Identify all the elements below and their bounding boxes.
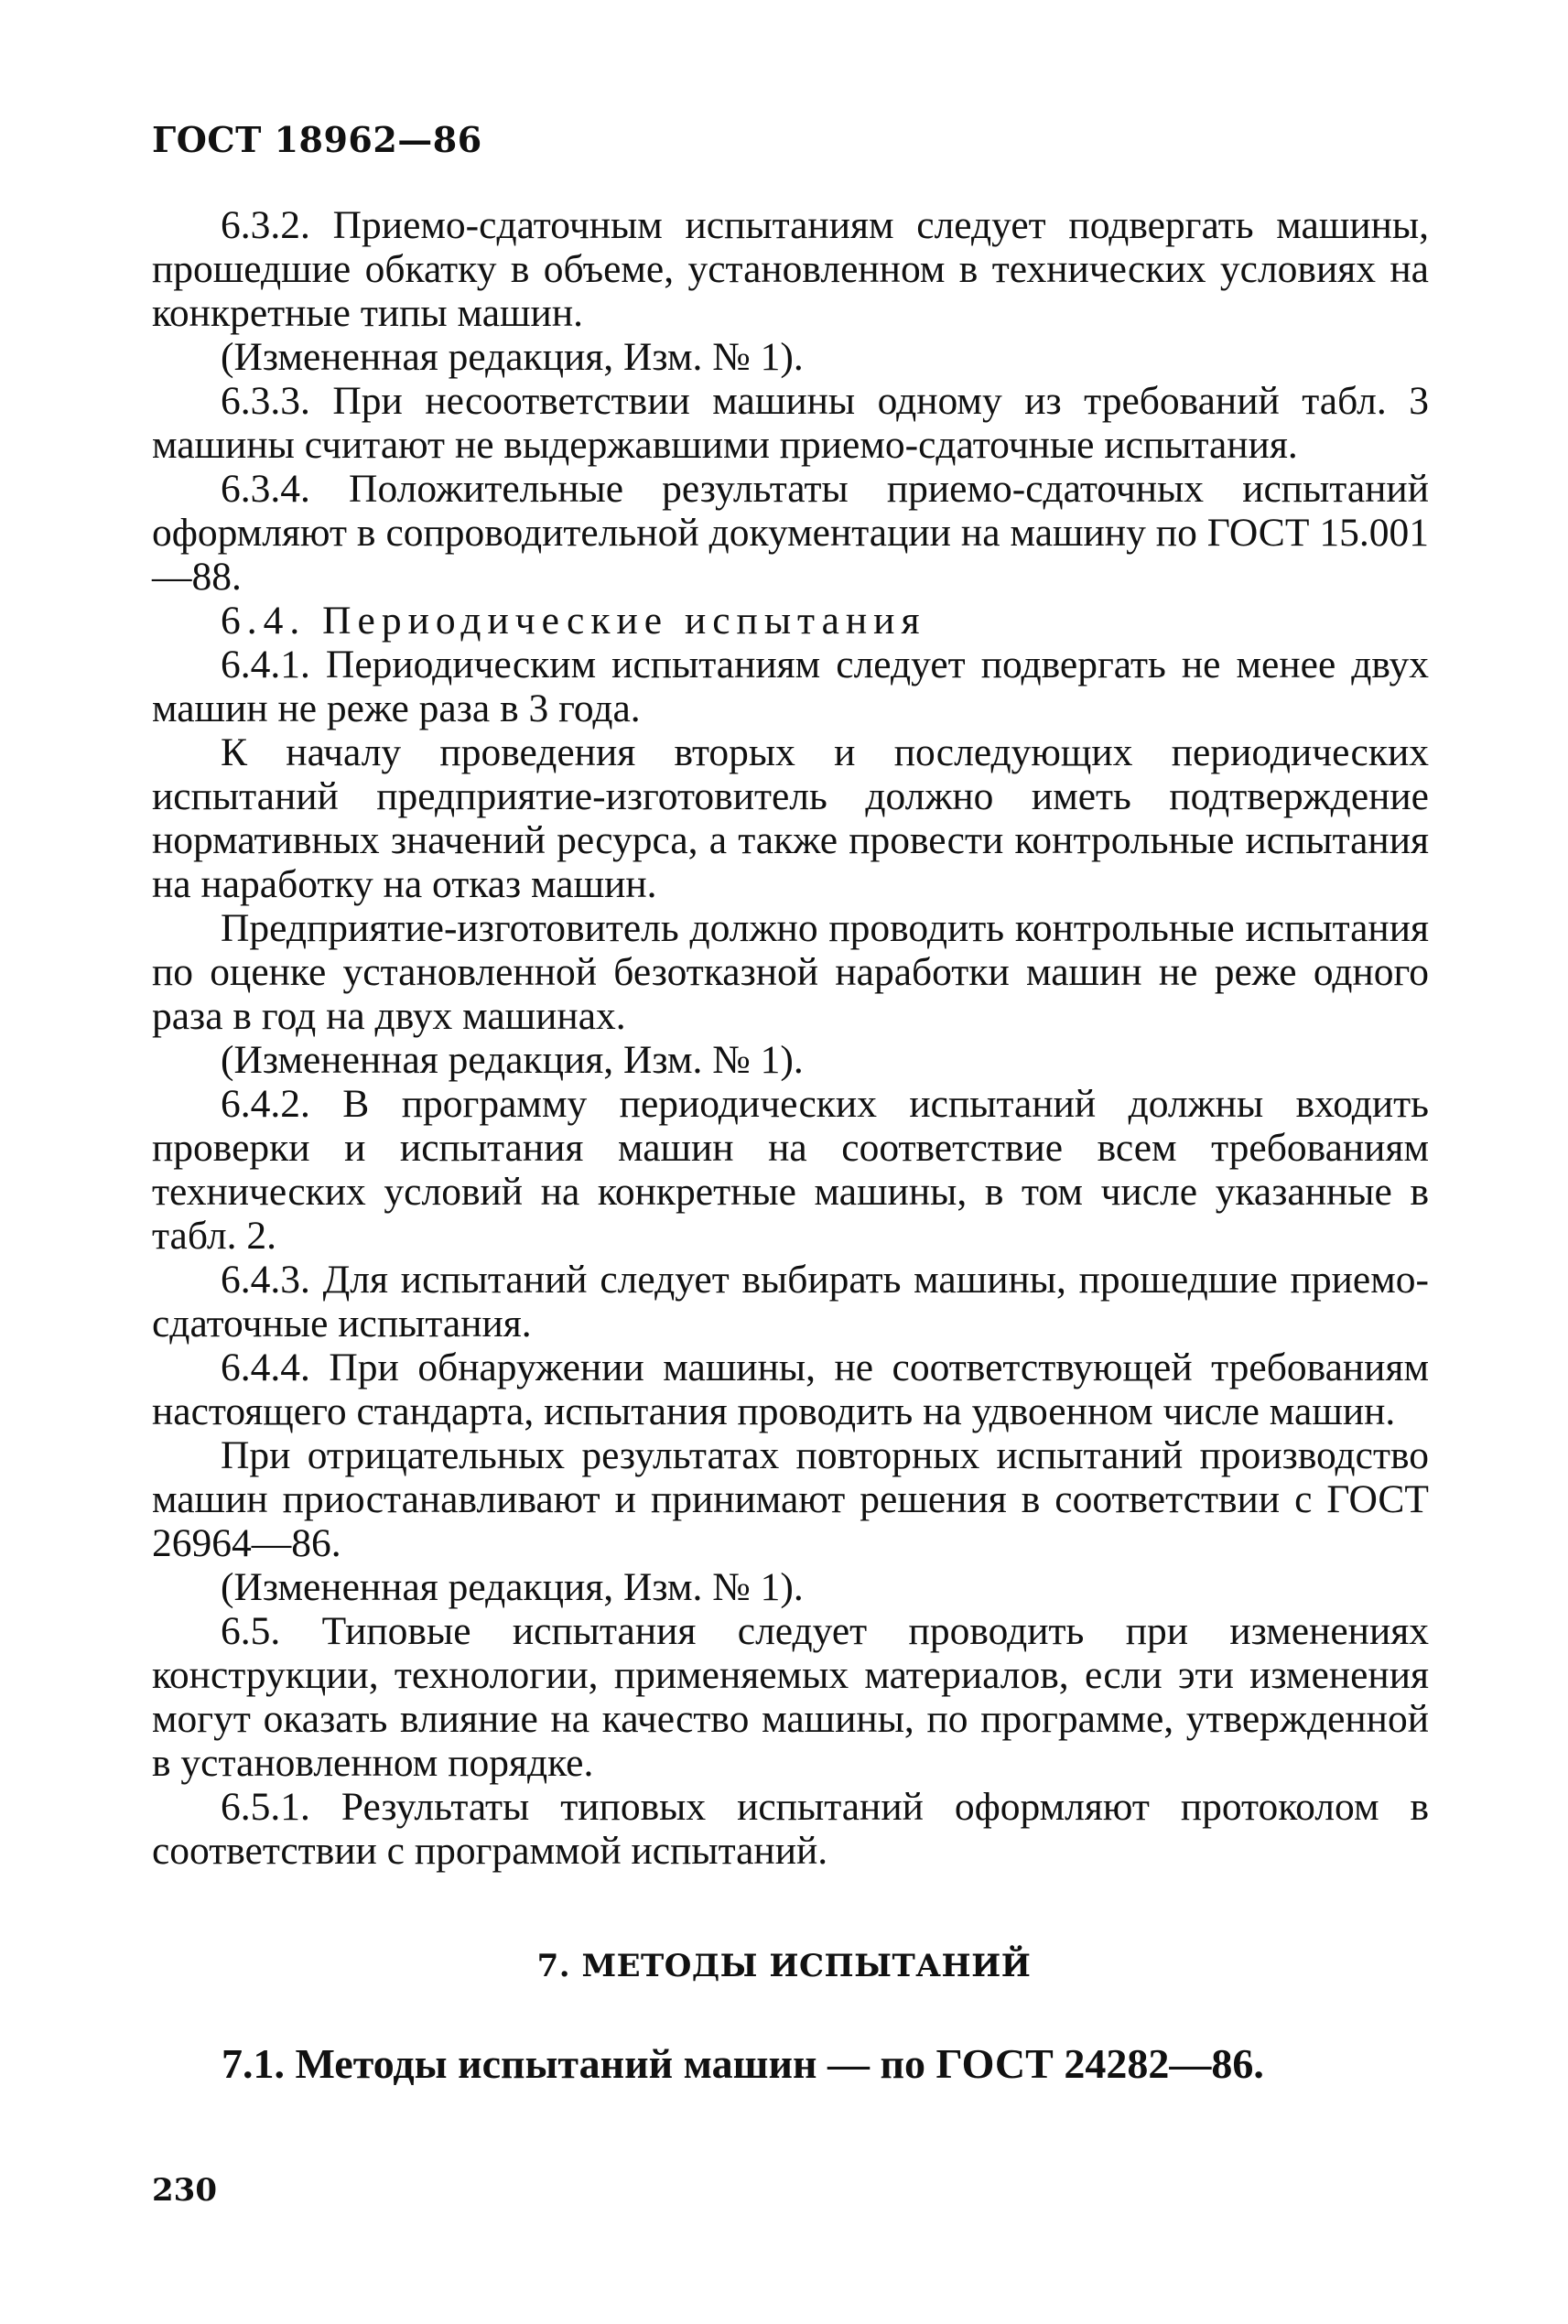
paragraph-6-4-1: 6.4.1. Периодическим испытаниям следует подвергать не менее двух машин не реже раза в 3 года. (152, 643, 1429, 730)
amendment-note: (Измененная редакция, Изм. № 1). (221, 1565, 804, 1609)
paragraph-negative-results: При отрицательных результатах повторных испытаний производство машин приостанавливают и принимают решения в соответствии с ГОСТ 26964—86. (152, 1433, 1429, 1565)
standard-header: ГОСТ 18962—86 (152, 119, 482, 160)
paragraph-6-4-2: 6.4.2. В программу периодических испытаний должны входить проверки и испытания машин на соответствие всем требованиям технических условий на конкретные машины, в том числе указанные в табл. 2. (152, 1082, 1429, 1258)
amendment-note: (Измененная редакция, Изм. № 1). (221, 335, 804, 379)
paragraph-6-4-3: 6.4.3. Для испытаний следует выбирать машины, прошедшие приемо-сдаточные испытания. (152, 1258, 1429, 1346)
page-number: 230 (152, 2172, 217, 2209)
body-text (152, 203, 1429, 1873)
amendment-note: (Измененная редакция, Изм. № 1). (221, 1038, 804, 1082)
paragraph-6-5-1: 6.5.1. Результаты типовых испытаний оформляют протоколом в соответствии с программой испытаний. (152, 1785, 1429, 1873)
paragraph-control-tests: Предприятие-изготовитель должно проводить контрольные испытания по оценке установленной безотказной наработки машин не реже одного раза в год на двух машинах. (152, 906, 1429, 1038)
paragraph-6-5: 6.5. Типовые испытания следует проводить при изменениях конструкции, технологии, применяемых материалов, если эти изменения могут оказать влияние на качество машины, по программе, утвержденной в установленном порядке. (152, 1609, 1429, 1785)
section-title: 7. МЕТОДЫ ИСПЫТАНИЙ (536, 1948, 1032, 1984)
paragraph-6-3-3: 6.3.3. При несоответствии машины одному из требований табл. 3 машины считают не выдержавшими приемо-сдаточные испытания. (152, 379, 1429, 467)
paragraph-6-4-4: 6.4.4. При обнаружении машины, не соответствующей требованиям настоящего стандарта, испытания проводить на удвоенном числе машин. (152, 1346, 1429, 1433)
paragraph-6-3-2: 6.3.2. Приемо-сдаточным испытаниям следует подвергать машины, прошедшие обкатку в объеме, установленном в технических условиях на конкретные типы машин. (152, 203, 1429, 335)
paragraph-7-1: 7.1. Методы испытаний машин — по ГОСТ 24282—86. (222, 2040, 1264, 2087)
paragraph-6-3-4: 6.3.4. Положительные результаты приемо-сдаточных испытаний оформляют в сопроводительной документации на машину по ГОСТ 15.001—88. (152, 467, 1429, 599)
paragraph-resource-confirmation: К началу проведения вторых и последующих периодических испытаний предприятие-изготовитель должно иметь подтверждение нормативных значений ресурса, а также провести контрольные испытания на наработку на отказ машин. (152, 730, 1429, 906)
subsection-periodic-tests: 6.4. Периодические испытания (221, 599, 926, 643)
